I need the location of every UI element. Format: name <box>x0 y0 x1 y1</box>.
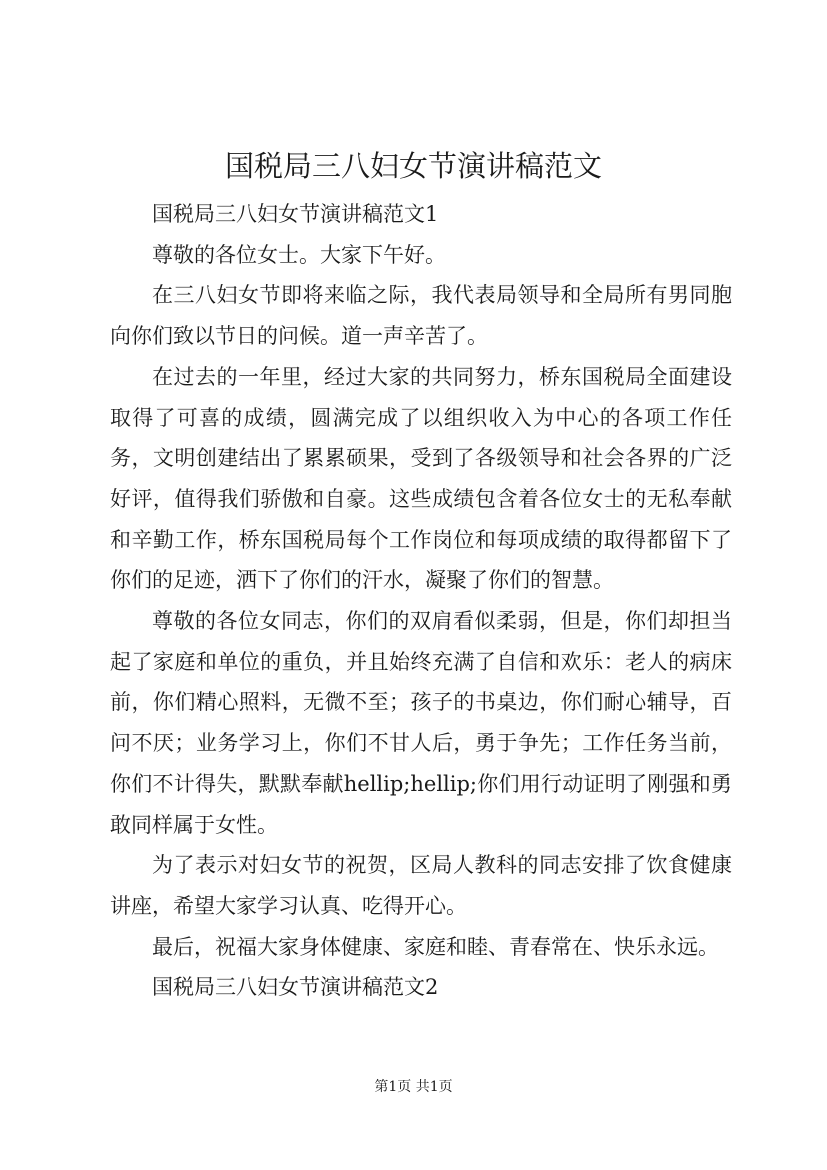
paragraph: 尊敬的各位女同志，你们的双肩看似柔弱，但是，你们却担当起了家庭和单位的重负，并且始终充满了自信和欢乐：老人的病床前，你们精心照料，无微不至；孩子的书桌边，你们耐心辅导，百问不厌；业务学习上，你们不甘人后，勇于争先；工作任务当前，你们不计得失，默默奉献hellip;hellip;你们用行动证明了刚强和勇敢同样属于女性。 <box>110 609 732 837</box>
paragraph: 为了表示对妇女节的祝贺，区局人教科的同志安排了饮食健康讲座，希望大家学习认真、吃得开心。 <box>110 853 732 918</box>
document-body <box>110 194 732 1008</box>
page-number-footer: 第1页 共1页 <box>374 1079 453 1095</box>
paragraph: 最后，祝福大家身体健康、家庭和睦、青春常在、快乐永远。 <box>152 934 719 959</box>
paragraph: 尊敬的各位女士。大家下午好。 <box>152 242 446 267</box>
paragraph: 在过去的一年里，经过大家的共同努力，桥东国税局全面建设取得了可喜的成绩，圆满完成了以组织收入为中心的各项工作任务，文明创建结出了累累硕果，受到了各级领导和社会各界的广泛好评，值得我们骄傲和自豪。这些成绩包含着各位女士的无私奉献和辛勤工作，桥东国税局每个工作岗位和每项成绩的取得都留下了你们的足迹，洒下了你们的汗水，凝聚了你们的智慧。 <box>110 364 732 593</box>
paragraph: 国税局三八妇女节演讲稿范文1 <box>152 202 439 226</box>
document-title: 国税局三八妇女节演讲稿范文 <box>224 149 602 183</box>
paragraph: 国税局三八妇女节演讲稿范文2 <box>152 975 439 1000</box>
paragraph: 在三八妇女节即将来临之际，我代表局领导和全局所有男同胞向你们致以节日的问候。道一声辛苦了。 <box>110 283 732 349</box>
